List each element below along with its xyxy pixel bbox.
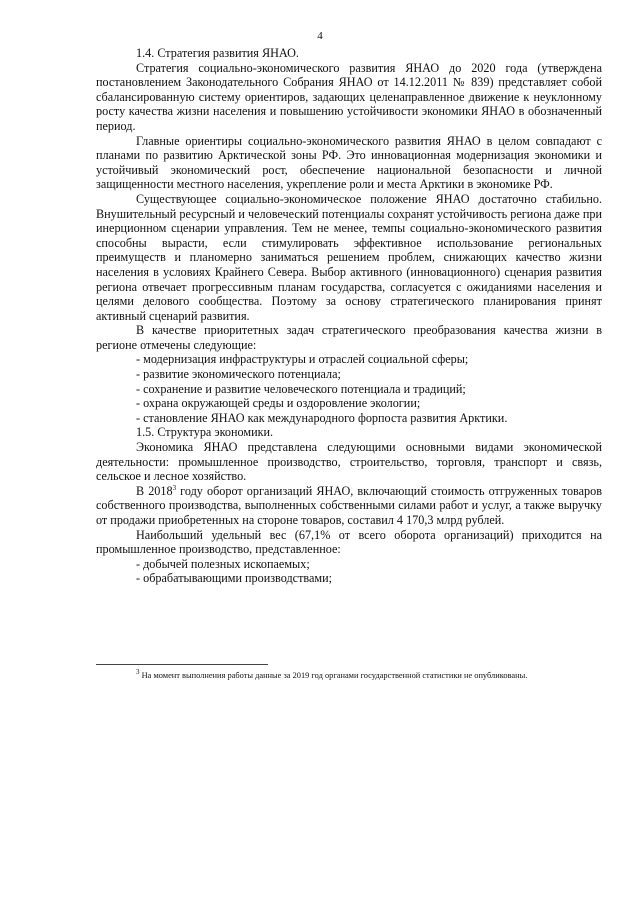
list-item-priority-task: - развитие экономического потенциала; [136, 367, 341, 382]
section-heading-1-5: 1.5. Структура экономики. [136, 425, 274, 440]
list-item-industry: - добычей полезных ископаемых; [136, 556, 310, 571]
paragraph-turnover-2018 [96, 484, 602, 528]
paragraph-priority-tasks-intro: В качестве приоритетных задач стратегического преобразования качества жизни в регионе отмечены следующие: [96, 323, 602, 352]
paragraph-economy-activities: Экономика ЯНАО представлена следующими основными видами экономической деятельности: промышленное производство, строительство, торговля, транспорт и связь, сельское и лесное хозяйство. [96, 440, 602, 484]
turnover-text-start: В 2018 [136, 483, 173, 498]
paragraph-main-guidelines: Главные ориентиры социально-экономического развития ЯНАО в целом совпадают с планами по развитию Арктической зоны РФ. Это инновационная модернизация экономики и устойчивый экономический рост, обеспечение национальной безопасности и личной защищенности местного населения, укрепление роли и места Арктики в экономике РФ. [96, 133, 602, 192]
paragraph-strategy-intro: Стратегия социально-экономического развития ЯНАО до 2020 года (утверждена постановлением Законодательного Собрания ЯНАО от 14.12.2011 № 839) представляет собой сбалансированную систему ориентиров, задающих целенаправленное движение к неуклонному росту качества жизни населения и повышению устойчивости экономики ЯНАО в обозначенный период. [96, 60, 602, 133]
turnover-text-rest: году оборот организаций ЯНАО, включающий стоимость отгруженных товаров собственного производства, выполненных собственными силами работ и услуг, а также выручку от продажи приобретенных на стороне товаров, составил 4 170,3 млрд рублей. [96, 483, 602, 527]
footnote-marker: 3 [136, 668, 140, 677]
footnote [96, 670, 602, 681]
section-heading-1-4: 1.4. Стратегия развития ЯНАО. [136, 46, 299, 60]
list-item-priority-task: - становление ЯНАО как международного форпоста развития Арктики. [136, 410, 508, 425]
page-number: 4 [317, 30, 323, 42]
paragraph-industry-share: Наибольший удельный вес (67,1% от всего оборота организаций) приходится на промышленное производство, представленное: [96, 527, 602, 557]
list-item-priority-task: - сохранение и развитие человеческого потенциала и традиций; [136, 381, 466, 396]
list-item-industry: - обрабатывающими производствами; [136, 571, 333, 586]
footnote-reference[interactable]: 3 [172, 483, 177, 492]
list-item-priority-task: - охрана окружающей среды и оздоровление экологии; [136, 396, 421, 411]
body-text [96, 46, 602, 586]
list-item-priority-task: - модернизация инфраструктуры и отраслей социальной сферы; [136, 352, 469, 367]
footnote-divider [96, 664, 268, 665]
footnote-text: На момент выполнения работы данные за 2019 год органами государственной статистики не опубликованы. [139, 671, 528, 680]
paragraph-current-situation: Существующее социально-экономическое положение ЯНАО достаточно стабильно. Внушительный ресурсный и человеческий потенциалы сохранят устойчивость региона даже при инерционном сценарии управления. Тем не менее, темпы социально-экономического развития способны вырасти, если стимулировать эффективное использование региональных преимуществ и планомерно заниматься решением проблем, снижающих качество жизни населения в условиях Крайнего Севера. Выбор активного (инновационного) сценария развития региона отвечает прогрессивным планам государства, согласуется с ожиданиями населения и целями делового сообщества. Поэтому за основу стратегического планирования принят активный сценарий развития. [96, 191, 602, 323]
